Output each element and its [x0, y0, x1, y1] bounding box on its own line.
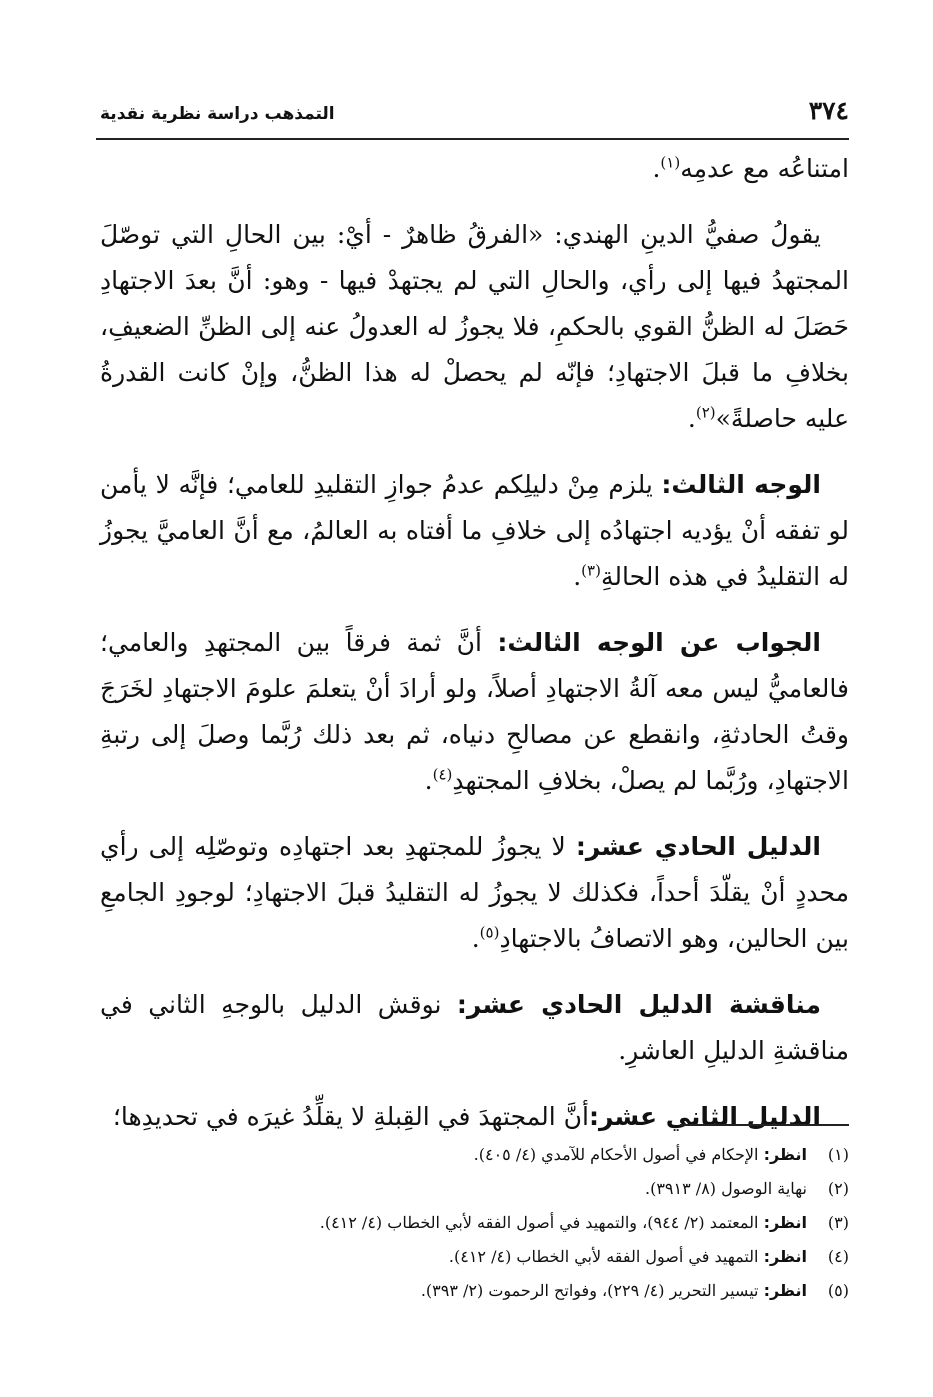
paragraph-text: يقولُ صفيُّ الدينِ الهندي: «الفرقُ ظاهرٌ - أيْ: بين الحالِ التي توصّلَ المجتهدُ فيها إلى رأي، والحالِ التي لم يجتهدْ فيها - وهو: أنَّ بعدَ الاجتهادِ حَصَلَ له الظنُّ القوي بالحكمِ، فلا يجوزُ له العدولُ عنه إلى الظنِّ الضعيفِ، بخلافِ ما قبلَ الاجتهادِ؛ فإنّه لم يحصلْ له هذا الظنُّ، وإنْ كانت القدرةُ عليه حاصلةً»: [100, 220, 849, 433]
section-label: الوجه الثالث:: [661, 470, 821, 499]
page-header: [96, 96, 849, 136]
footnote-2: [150, 1172, 849, 1206]
footnotes: [150, 1138, 849, 1308]
paragraph-7: [100, 1094, 849, 1140]
footnote-number: (٣): [827, 1213, 849, 1232]
section-label: الدليل الحادي عشر:: [575, 832, 822, 861]
footnote-number: (٤): [827, 1247, 849, 1266]
footnote-reference: (٢): [695, 403, 716, 422]
footnote-prefix: انظر:: [763, 1213, 807, 1232]
footnote-text: تيسير التحرير (٤/ ٢٢٩)، وفواتح الرحموت (٢/ ٣٩٣).: [420, 1281, 764, 1300]
footnote-prefix: انظر:: [763, 1145, 807, 1164]
footnote-text: التمهيد في أصول الفقه لأبي الخطاب (٤/ ٤١٢).: [448, 1247, 764, 1266]
section-label: مناقشة الدليل الحادي عشر:: [456, 990, 821, 1019]
section-label: الجواب عن الوجه الثالث:: [497, 628, 822, 657]
body-text: [100, 146, 849, 1160]
paragraph-end: .: [652, 154, 661, 183]
paragraph-text: أنَّ المجتهدَ في القِبلةِ لا يقلِّدُ غيرَه في تحديدِها؛: [112, 1102, 589, 1131]
paragraph-6: [100, 982, 849, 1074]
paragraph-end: .: [424, 766, 433, 795]
paragraph-text: لا يجوزُ للمجتهدِ بعد اجتهادِه وتوصّلِه إلى رأي محددٍ أنْ يقلّدَ أحداً، فكذلك لا يجوزُ له التقليدُ قبلَ الاجتهادِ؛ لوجودِ الجامعِ بين الحالين، وهو الاتصافُ بالاجتهادِ: [100, 832, 849, 953]
footnote-rule: [680, 1124, 849, 1126]
paragraph-4: [100, 620, 849, 804]
footnote-4: [150, 1240, 849, 1274]
header-rule: [96, 138, 849, 140]
paragraph-text: يلزم مِنْ دليلِكم عدمُ جوازِ التقليدِ للعامي؛ فإنَّه لا يأمن لو تفقه أنْ يؤديه اجتهادُه إلى خلافِ ما أفتاه به العالمُ، مع أنَّ العاميَّ يجوزُ له التقليدُ في هذه الحالةِ: [100, 470, 849, 591]
footnote-text: المعتمد (٢/ ٩٤٤)، والتمهيد في أصول الفقه لأبي الخطاب (٤/ ٤١٢).: [319, 1213, 764, 1232]
footnote-reference: (٣): [581, 561, 601, 580]
footnote-number: (٥): [827, 1281, 849, 1300]
footnote-1: [150, 1138, 849, 1172]
footnote-number: (٢): [827, 1179, 849, 1198]
footnote-prefix: انظر:: [763, 1247, 807, 1266]
paragraph-3: [100, 462, 849, 600]
paragraph-end: .: [573, 562, 582, 591]
footnote-reference: (١): [660, 153, 681, 172]
footnote-reference: (٤): [432, 765, 453, 784]
section-label: الدليل الثاني عشر:: [588, 1102, 821, 1131]
paragraph-end: .: [687, 404, 696, 433]
page-number: ٣٧٤: [808, 96, 849, 125]
footnote-text: نهاية الوصول (٨/ ٣٩١٣).: [645, 1179, 807, 1198]
footnote-prefix: انظر:: [763, 1281, 807, 1300]
footnote-number: (١): [827, 1145, 849, 1164]
footnote-5: [150, 1274, 849, 1308]
paragraph-text: نوقش الدليل بالوجهِ الثاني في مناقشةِ الدليلِ العاشرِ.: [100, 990, 849, 1065]
footnote-text: الإحكام في أصول الأحكام للآمدي (٤/ ٤٠٥).: [473, 1145, 764, 1164]
paragraph-end: .: [471, 924, 480, 953]
footnote-3: [150, 1206, 849, 1240]
paragraph-text: أنَّ ثمة فرقاً بين المجتهدِ والعامي؛ فالعاميُّ ليس معه آلةُ الاجتهادِ أصلاً، ولو أرادَ أنْ يتعلمَ علومَ الاجتهادِ لخَرَجَ وقتُ الحادثةِ، وانقطع عن مصالحِ دنياه، ثم بعد ذلك رُبَّما وصلَ إلى رتبةِ الاجتهادِ، ورُبَّما لم يصلْ، بخلافِ المجتهدِ: [100, 628, 849, 795]
footnote-reference: (٥): [479, 923, 500, 942]
paragraph-5: [100, 824, 849, 962]
paragraph-1: [100, 146, 849, 192]
paragraph-text: امتناعُه مع عدمِه: [680, 154, 849, 183]
running-title: التمذهب دراسة نظرية نقدية: [100, 104, 335, 124]
paragraph-2: [100, 212, 849, 442]
